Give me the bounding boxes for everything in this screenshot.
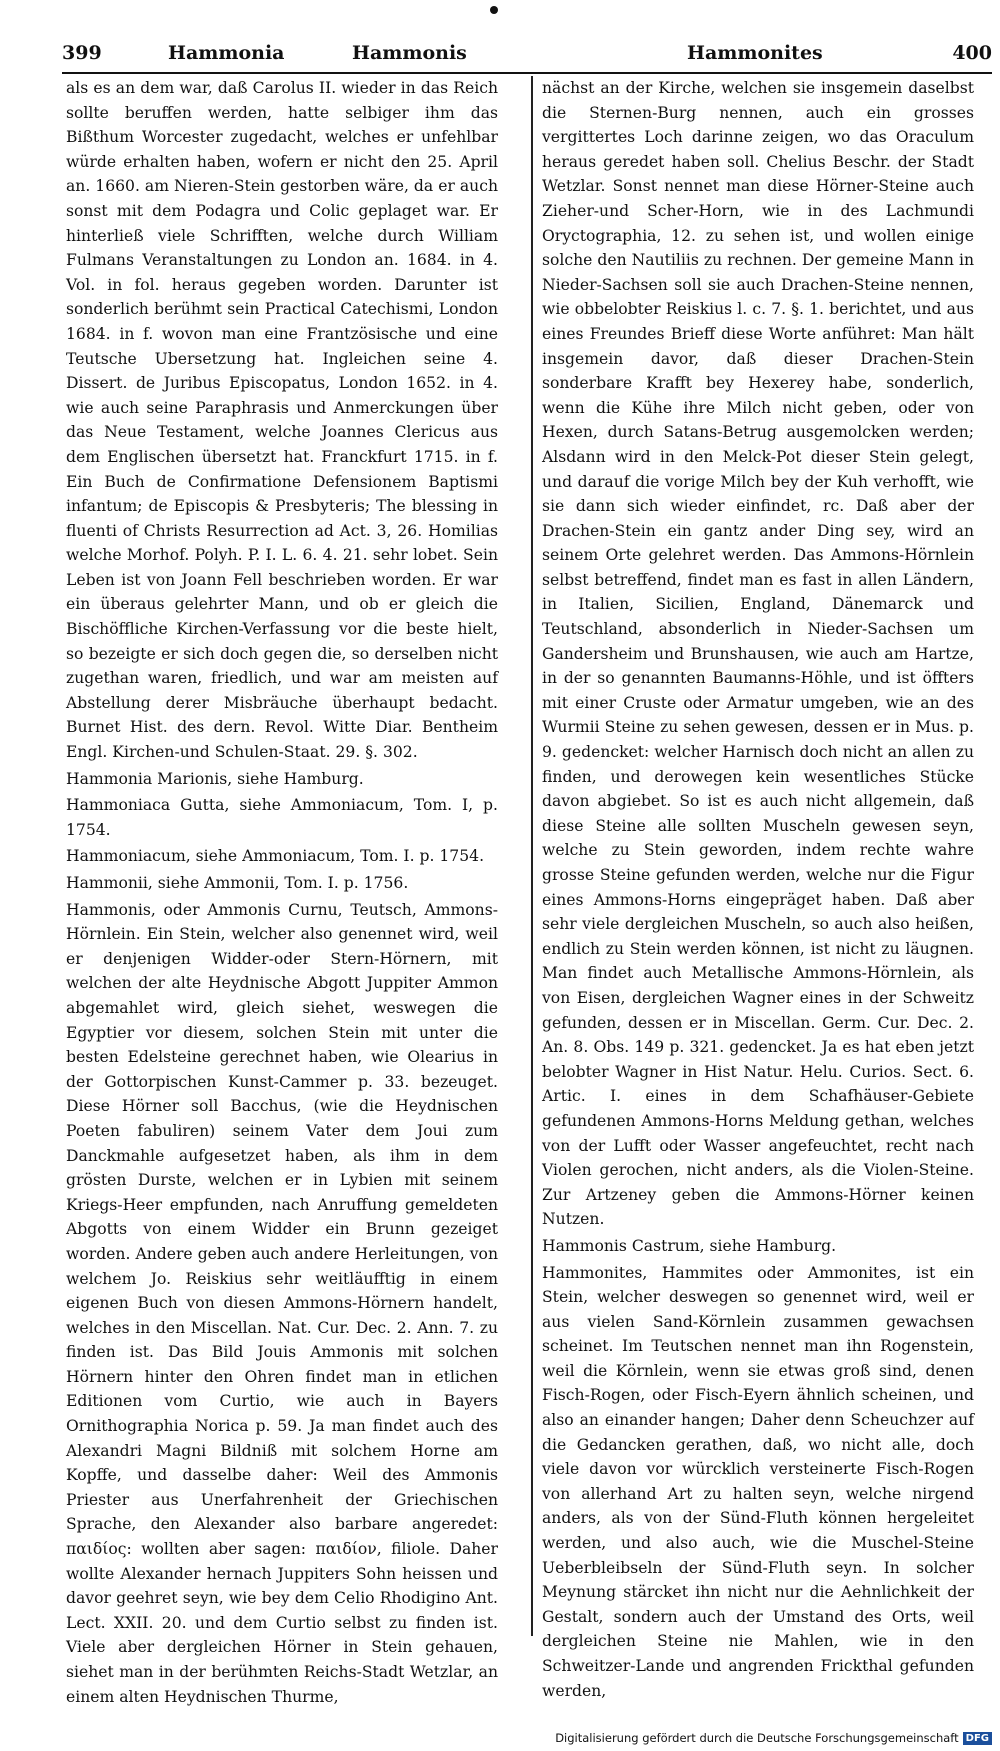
entry-text: Hammonites, Hammites oder Ammonites, ist ein Stein, welcher deswegen so genennet wird, weil er aus vielen Sand-Körnlein zusammen gewachsen scheinet. Im Teutschen nennet man ihn Rogenstein, weil die Körnlein, wenn sie etwas groß sind, denen Fisch-Rogen, oder Fisch-Eyern ähnlich scheinen, und also an einander hangen; Daher denn Scheuchzer auf die Gedancken gerathen, daß, wo nicht alle, doch viele davon vor würcklich versteinerte Fisch-Rogen von allerhand Art zu halten seyn, welche nirgend anders, als von der Sünd-Fluth können hergeleitet werden, und also auch, wie die Muschel-Steine Ueberbleibseln der Sünd-Fluth seyn. In solcher Meynung stärcket ihn nicht nur die Aehnlichkeit der Gestalt, sondern auch der Umstand des Orts, weil dergleichen Steine nie Mahlen, wie in den Schweitzer-Lande und angrenden Frickthal gefunden werden, [542,1263,974,1700]
entry-text: Hammonis Castrum, siehe Hamburg. [542,1236,837,1255]
entry-text: Hammonis, oder Ammonis Curnu, Teutsch, Ammons-Hörnlein. Ein Stein, welcher also genennet wird, weil er denjenigen Widder-oder Stern-Hörnern, mit welchen der alte Heydnische Abgott Juppiter Ammon abgemahlet wird, gleich siehet, weswegen die Egyptier vor diesem, solchen Stein mit unter die besten Edelsteine gerechnet haben, wie Olearius in der Gottorpischen Kunst-Cammer p. 33. bezeuget. Diese Hörner soll Bacchus, (wie die Heydnischen Poeten fabuliren) seinem Vater dem Joui zum Danckmahle aufgesetzet haben, als ihm in dem grösten Durste, welchen er in Lybien mit seinem Kriegs-Heer empfunden, nach Anruffung gemeldeten Abgotts von einem Widder ein Brunn gezeiget worden. Andere geben auch andere Herleitungen, von welchem Jo. Reiskius sehr weitläufftig in einem eigenen Buch von diesen Ammons-Hörnern handelt, welches in den Miscellan. Nat. Cur. Dec. 2. Ann. 7. zu finden ist. Das Bild Jouis Ammonis mit solchen Hörnern hinter den Ohren findet man in etlichen Editionen vom Curtio, wie auch in Bayers Ornithographia Norica p. 59. Ja man findet auch des Alexandri Magni Bildniß mit solchem Horne am Kopffe, und dasselbe daher: Weil des Ammonis Priester aus Unerfahrenheit der Griechischen Sprache, den Alexander also barbare angeredet: παιδίος: wollten aber sagen: παιδίον, filiole. Daher wollte Alexander hernach Juppiters Sohn heissen und davor geehret seyn, wie bey dem Celio Rhodigino Ant. Lect. XXII. 20. und dem Curtio selbst zu finden ist. Viele aber dergleichen Hörner in Stein gehauen, siehet man in der berühmten Reichs-Stadt Wetzlar, an einem alten Heydnischen Thurme, [66,900,498,1706]
running-head-3: Hammonites [687,42,823,64]
ink-dot [490,6,498,14]
credit-text: Digitalisierung gefördert durch die Deutsche Forschungsgemeinschaft [555,1731,959,1745]
left-column [66,76,498,1709]
page-header [62,42,992,72]
entry-text: Hammonii, siehe Ammonii, Tom. I. p. 1756. [66,874,409,892]
entry-text: Hammoniaca Gutta, siehe Ammoniacum, Tom. I, p. 1754. [66,796,498,839]
entry-text: als es an dem war, daß Carolus II. wieder in das Reich sollte beruffen werden, hatte selbiger ihm das Bißthum Worcester zugedacht, welches er unfehlbar würde erhalten haben, wofern er nicht den 25. April an. 1660. am Nieren-Stein gestorben wäre, da er auch sonst mit dem Podagra und Colic geplaget war. Er hinterließ viele Schrifften, welche durch William Fulmans Veranstaltungen zu London an. 1684. in 4. Vol. in fol. heraus gegeben worden. Darunter ist sonderlich berühmt sein Practical Catechismi, London 1684. in f. wovon man eine Frantzösische und eine Teutsche Ubersetzung hat. Ingleichen seine 4. Dissert. de Juribus Episcopatus, London 1652. in 4. wie auch seine Paraphrasis und Anmerckungen über das Neue Testament, welche Joannes Clericus aus dem Englischen übersetzt hat. Franckfurt 1715. in f. Ein Buch de Confirmatione Defensionem Baptismi infantum; de Episcopis & Presbyteris; The blessing in fluenti of Christs Resurrection ad Act. 3, 26. Homilias welche Morhof. Polyh. P. I. L. 6. 4. 21. sehr lobet. Sein Leben ist von Joann Fell beschrieben worden. Er war ein überaus gelehrter Mann, und ob er gleich die Bischöffliche Kirchen-Verfassung vor die beste hielt, so bezeigte er sich doch gegen die, so derselben nicht zugethan waren, friedlich, und war am meisten auf Abstellung derer Misbräuche überhaupt bedacht. Burnet Hist. des dern. Revol. Witte Diar. Bentheim Engl. Kirchen-und Schulen-Staat. 29. §. 302. [66,79,498,762]
running-head-2: Hammonis [352,42,467,64]
entry-text: Hammoniacum, siehe Ammoniacum, Tom. I. p. 1754. [66,847,485,866]
header-rule [62,72,992,74]
entry-text: nächst an der Kirche, welchen sie insgemein daselbst die Sternen-Burg nennen, auch ein grosses vergittertes Loch darinne zeigen, wo das Oraculum heraus geredet haben soll. Chelius Beschr. der Stadt Wetzlar. Sonst nennet man diese Hörner-Steine auch Zieher-und Scher-Horn, wie in des Lachmundi Oryctographia, 12. zu sehen ist, und wollen einige solche den Nautiliis zu rechnen. Der gemeine Mann in Nieder-Sachsen soll sie auch Drachen-Steine nennen, wie obbelobter Reiskius l. c. 7. §. 1. berichtet, und aus eines Freundes Brieff diese Worte anführet: Man hält insgemein davor, daß dieser Drachen-Stein sonderbare Krafft bey Hexerey habe, sonderlich, wenn die Kühe ihre Milch nicht geben, oder von Hexen, durch Satans-Betrug ausgemolcken werden; Alsdann wird in den Melck-Pot dieser Stein gelegt, und darauf die vorige Milch bey der Kuh verhofft, wie sie dann sich wieder einfindet, rc. Daß aber der Drachen-Stein ein gantz ander Ding sey, wird an seinem Orte gelehret werden. Das Ammons-Hörnlein selbst betreffend, findet man es fast in allen Ländern, in Italien, Sicilien, England, Dänemarck und Teutschland, absonderlich in Nieder-Sachsen um Gandersheim und Brunshausen, wie auch am Hartze, in der so genannten Baumanns-Höhle, und ist öffters mit einer Cruste oder Armatur umgeben, wie an des Wurmii Steine zu sehen gewesen, dessen er in Mus. p. 9. gedencket: welcher Harnisch doch nicht an allen zu finden, und derowegen kein wesentliches Stücke davon abgiebet. So ist es auch nicht allgemein, daß diese Steine alle sollten Muscheln gewesen seyn, welche zu Stein geworden, indem rechte wahre grosse Steine gefunden werden, welche nur die Figur eines Ammons-Horns eingepräget haben. Daß aber sehr viele dergleichen Muscheln, so auch also heißen, endlich zu Stein werden können, ist nicht zu läugnen. Man findet auch Metallische Ammons-Hörnlein, als von Eisen, dergleichen Wagner eines in der Schweitz gefunden, dessen er in Miscellan. Germ. Cur. Dec. 2. An. 8. Obs. 149 p. 321. gedencket. Ja es hat eben jetzt belobter Wagner in Hist Natur. Helu. Curios. Sect. 6. Artic. I. eines in dem Schafhäuser-Gebiete gefundenen Ammons-Horns Meldung gethan, welches von der Lufft oder Wasser angefeuchtet, recht nach Violen gerochen, nicht anders, als die Violen-Steine. Zur Artzeney geben die Ammons-Hörner keinen Nutzen. [542,79,974,1229]
page-number-right: 400 [952,42,992,64]
column-divider [531,76,533,1636]
dfg-logo: DFG [963,1732,992,1745]
running-head-1: Hammonia [168,42,285,64]
right-column [542,76,974,1703]
entry-text: Hammonia Marionis, siehe Hamburg. [66,769,364,788]
page-number-left: 399 [62,42,102,64]
digitization-credit [555,1731,992,1745]
